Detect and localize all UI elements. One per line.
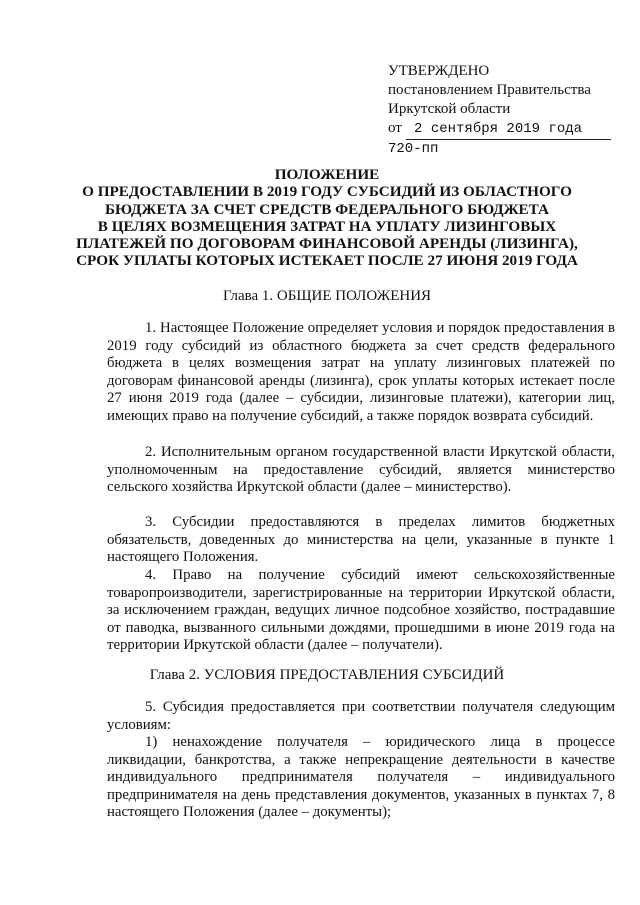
title-line: БЮДЖЕТА ЗА СЧЕТ СРЕДСТВ ФЕДЕРАЛЬНОГО БЮДЖЕТА <box>104 200 550 218</box>
paragraph-4-text: 4. Право на получение субсидий имеют сельскохозяйственные товаропроизводители, зарегистрированные на территории Иркутской области, за исключением граждан, ведущих личное подсобное хозяйство, пострадавшие от паводка, вызванного сильными дождями, прошедшими в июне 2019 года на территории Иркутской области (далее – получатели). <box>107 567 615 654</box>
title-line: В ЦЕЛЯХ ВОЗМЕЩЕНИЯ ЗАТРАТ НА УПЛАТУ ЛИЗИНГОВЫХ <box>97 217 557 235</box>
document-title <box>52 166 602 270</box>
chapter-1-heading: Глава 1. ОБЩИЕ ПОЛОЖЕНИЯ <box>222 288 432 304</box>
paragraph-1-text: 1. Настоящее Положение определяет условия и порядок предоставления в 2019 году субсидий из областного бюджета за счет средств федерального бюджета в целях возмещения затрат на уплату лизинговых платежей по договорам финансовой аренды (лизинга), срок уплаты которых истекает после 27 июня 2019 года (далее – субсидии, лизинговые платежи), категории лиц, имеющих право на получение субсидий, а также порядок возврата субсидий. <box>107 320 615 424</box>
paragraph-3-text: 3. Субсидии предоставляются в пределах лимитов бюджетных обязательств, доведенных до министерства на цели, указанные в пункте 1 настоящего Положения. <box>107 514 615 566</box>
paragraph-4 <box>107 567 615 655</box>
approval-date-prefix: от <box>388 120 402 136</box>
approval-date-line <box>388 119 628 140</box>
approval-line-2: Иркутской области <box>388 101 511 117</box>
paragraph-5-1 <box>107 734 615 822</box>
title-line: СРОК УПЛАТЫ КОТОРЫХ ИСТЕКАЕТ ПОСЛЕ 27 ИЮНЯ 2019 ГОДА <box>76 252 578 270</box>
approval-approved: УТВЕРЖДЕНО <box>388 63 490 79</box>
paragraph-3 <box>107 514 615 567</box>
paragraph-2 <box>107 444 615 497</box>
paragraph-5-text: 5. Субсидия предоставляется при соответствии получателя следующим условиям: <box>107 699 615 733</box>
paragraph-5 <box>107 699 615 734</box>
title-line: ПОЛОЖЕНИЕ <box>274 166 380 183</box>
approval-line-1: постановлением Правительства <box>388 82 591 98</box>
paragraph-1 <box>107 320 615 426</box>
title-line: ПЛАТЕЖЕЙ ПО ДОГОВОРАМ ФИНАНСОВОЙ АРЕНДЫ (ЛИЗИНГА), <box>76 235 578 253</box>
approval-date <box>406 120 611 140</box>
approval-date-text: 2 сентября 2019 года <box>414 121 583 137</box>
approval-number: 720-пп <box>388 141 439 157</box>
paragraph-5-1-text: 1) ненахождение получателя – юридического лица в процессе ликвидации, банкротства, а также непрекращение деятельности в качестве индивидуального предпринимателя получателя – индивидуального предпринимателя на день представления документов, указанных в пунктах 7, 8 настоящего Положения (далее – документы); <box>107 734 615 821</box>
chapter-2-heading: Глава 2. УСЛОВИЯ ПРЕДОСТАВЛЕНИЯ СУБСИДИЙ <box>149 667 505 683</box>
title-line: О ПРЕДОСТАВЛЕНИИ В 2019 ГОДУ СУБСИДИЙ ИЗ ОБЛАСТНОГО <box>82 183 572 201</box>
paragraph-2-text: 2. Исполнительным органом государственной власти Иркутской области, уполномоченным на предоставление субсидий, является министерство сельского хозяйства Иркутской области (далее – министерство). <box>107 444 615 496</box>
approval-block <box>388 62 628 159</box>
